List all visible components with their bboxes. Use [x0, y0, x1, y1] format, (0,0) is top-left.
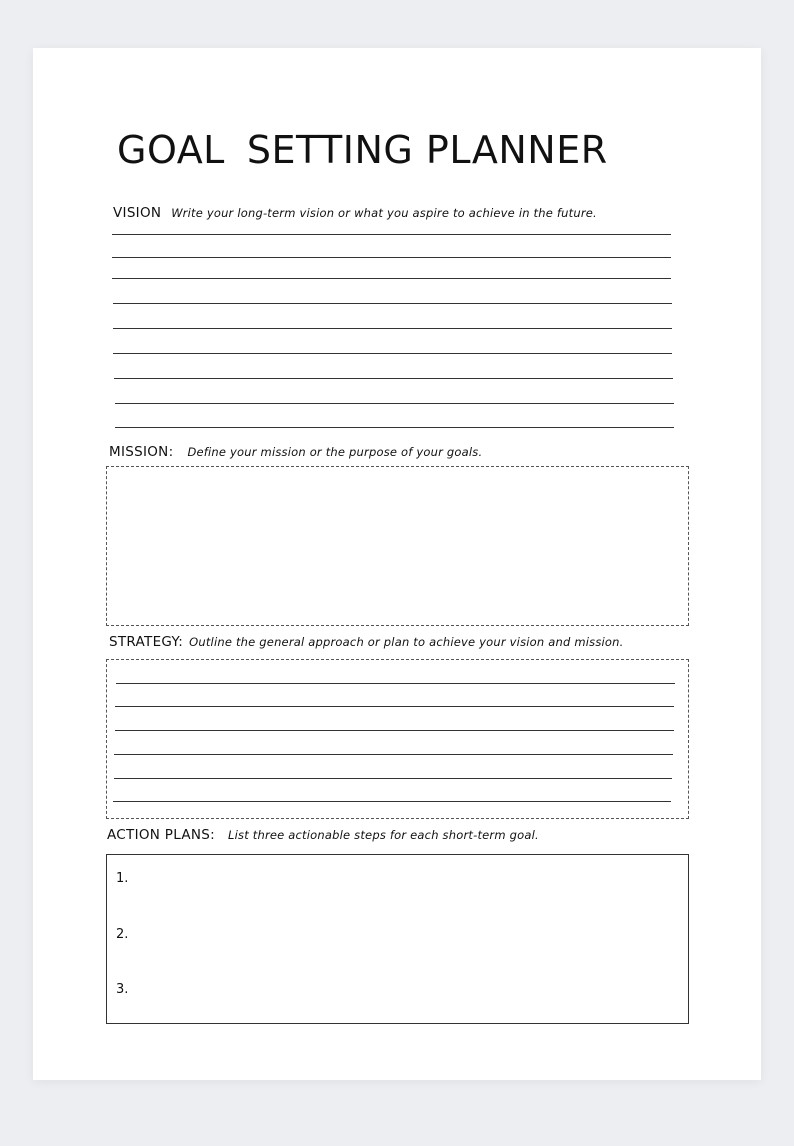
vision-line: [113, 303, 672, 304]
vision-line: [114, 378, 673, 379]
mission-header: [109, 444, 482, 460]
vision-line: [112, 234, 671, 235]
strategy-hint: Outline the general approach or plan to achieve your vision and mission.: [189, 635, 624, 649]
strategy-line: [116, 683, 675, 684]
strategy-line: [114, 778, 672, 779]
action-step-number: 2.: [116, 927, 129, 942]
mission-label: MISSION:: [109, 444, 174, 460]
strategy-line: [114, 754, 673, 755]
strategy-line: [115, 706, 674, 707]
vision-line: [113, 328, 672, 329]
vision-line: [112, 257, 671, 258]
action-step-number: 3.: [116, 982, 129, 997]
action-plans-box[interactable]: [106, 854, 689, 1024]
vision-line: [115, 427, 674, 428]
mission-hint: Define your mission or the purpose of your goals.: [187, 445, 483, 459]
vision-label: VISION: [113, 205, 162, 221]
strategy-writing-box[interactable]: [106, 659, 689, 819]
action-plans-header: [107, 827, 539, 843]
title-word-goal: GOAL: [117, 128, 225, 172]
action-plans-hint: List three actionable steps for each short-term goal.: [228, 828, 539, 842]
vision-line: [113, 353, 672, 354]
mission-writing-box[interactable]: [106, 466, 689, 626]
action-plans-label: ACTION PLANS:: [107, 827, 215, 843]
strategy-label: STRATEGY:: [109, 634, 184, 650]
vision-hint: Write your long-term vision or what you aspire to achieve in the future.: [171, 206, 597, 220]
strategy-line: [113, 801, 671, 802]
action-step-number: 1.: [116, 871, 129, 886]
vision-header: [113, 205, 597, 221]
page-title: [117, 128, 608, 172]
strategy-header: [109, 634, 623, 650]
vision-line: [115, 403, 674, 404]
planner-page: [33, 48, 761, 1080]
title-words-setting-planner: SETTING PLANNER: [246, 128, 608, 172]
strategy-line: [115, 730, 674, 731]
vision-line: [112, 278, 671, 279]
